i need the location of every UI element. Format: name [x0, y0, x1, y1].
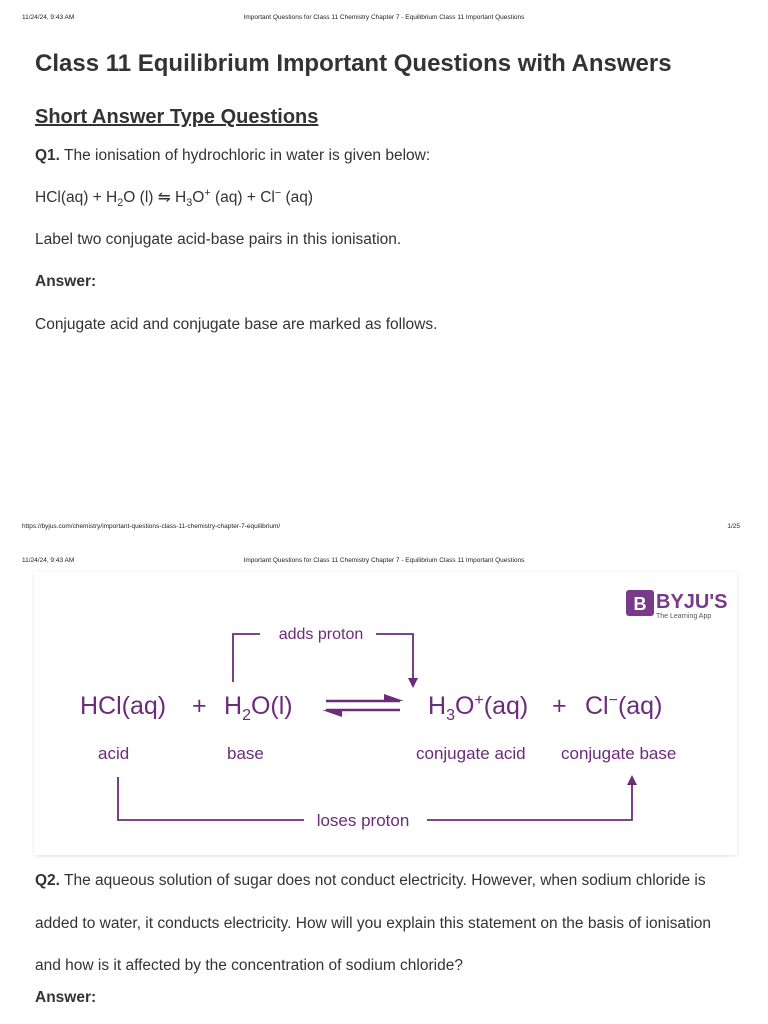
page-footer	[22, 523, 746, 533]
eq-sup: −	[274, 186, 282, 199]
label-conjugate-base: conjugate base	[561, 744, 677, 763]
water-formula: $H_2O(l)$	[224, 692, 293, 724]
section-title: Short Answer Type Questions	[35, 106, 319, 128]
byjus-logo	[626, 590, 727, 620]
eq-part: O (l) ⇋ H	[123, 189, 187, 206]
eq-sup: +	[204, 186, 211, 199]
adds-proton-label: adds proton	[278, 626, 364, 643]
q2-text: The aqueous solution of sugar does not conduct electricity. However, when sodium chloride is added to water, it conducts electricity. How will you explain this statement on the basis of ionisation and how is it affected by the concentration of sodium chloride?	[35, 872, 712, 974]
footer-page-number: 1/25	[727, 523, 740, 530]
footer-url[interactable]: https://byjus.com/chemistry/important-questions-class-11-chemistry-chapter-7-equilibrium/	[22, 523, 281, 530]
page-header	[22, 14, 746, 24]
eq-sub: 3	[186, 197, 193, 210]
q1-answer-text: Conjugate acid and conjugate base are marked as follows.	[35, 316, 438, 333]
forward-arrowhead	[384, 694, 404, 701]
page-header	[22, 557, 746, 567]
logo-tagline: The Learning App	[656, 613, 712, 620]
plus-sign: +	[552, 692, 567, 720]
header-timestamp: 11/24/24, 9:43 AM	[22, 14, 75, 21]
label-conjugate-acid: conjugate acid	[416, 744, 526, 763]
q1-label: Q1.	[35, 147, 60, 164]
eq-part: O	[192, 189, 205, 206]
q1-equation	[35, 186, 314, 210]
q2-question	[35, 860, 735, 988]
loses-proton-arrowhead	[627, 775, 637, 785]
conjugate-pairs-diagram	[34, 572, 737, 855]
header-title: Important Questions for Class 11 Chemistry Chapter 7 - Equilibrium Class 11 Important Questions	[243, 14, 525, 21]
header-title: Important Questions for Class 11 Chemistry Chapter 7 - Equilibrium Class 11 Important Questions	[243, 557, 525, 564]
equilibrium-arrows	[326, 701, 400, 710]
q1-question	[35, 147, 430, 165]
page-title: Class 11 Equilibrium Important Questions with Answers	[35, 50, 672, 77]
q2-answer-label: Answer:	[35, 989, 97, 1006]
reverse-arrowhead	[322, 710, 342, 717]
header-timestamp: 11/24/24, 9:43 AM	[22, 557, 75, 564]
q1-instruction: Label two conjugate acid-base pairs in this ionisation.	[35, 231, 402, 248]
logo-text: BYJU'S	[656, 591, 728, 613]
eq-part: (aq)	[281, 189, 314, 206]
q2-label: Q2.	[35, 872, 60, 889]
loses-proton-label: loses proton	[316, 811, 410, 830]
hydronium-formula: $H_3O^+(aq)$	[428, 692, 529, 724]
hcl-label: HCl(aq)	[80, 692, 167, 720]
eq-part: HCl(aq) + H	[35, 189, 118, 206]
eq-part: (aq) + Cl	[210, 189, 275, 206]
logo-letter: B	[633, 594, 647, 614]
eq-sub: 2	[117, 197, 124, 210]
q1-answer-label: Answer:	[35, 273, 97, 290]
q1-text: The ionisation of hydrochloric in water is given below:	[59, 147, 431, 164]
adds-proton-arrowhead	[408, 678, 418, 688]
plus-sign: +	[192, 692, 207, 720]
label-base: base	[227, 744, 264, 763]
label-acid: acid	[98, 744, 130, 763]
chloride-formula: Cl−(aq)	[585, 692, 663, 720]
